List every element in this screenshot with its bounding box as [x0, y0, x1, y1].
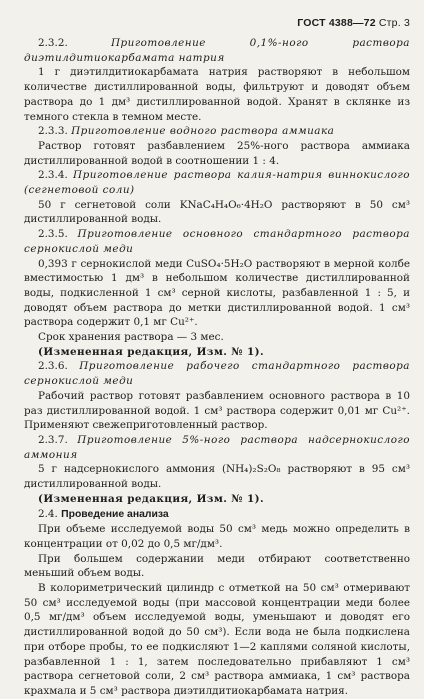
subsection-heading	[24, 124, 410, 139]
section-title: Приготовление 0,1%-ного раствора диэтилдитиокарбамата натрия	[24, 37, 410, 64]
body-paragraph: При объеме исследуемой воды 50 см³ медь можно определить в концентрации от 0,02 до 0,5 мг/дм³.	[24, 523, 410, 550]
section-number: 2.3.5.	[38, 228, 68, 241]
document-body	[24, 36, 410, 699]
body-paragraph: 1 г диэтилдитиокарбамата натрия растворяют в небольшом количестве дистиллированной воды, фильтруют и доводят объем раствора до 1 дм³ дистиллированной водой. Хранят в склянке из темного стекла в темном месте.	[24, 66, 410, 123]
body-paragraph: При большем содержании меди отбирают соответственно меньший объем воды.	[24, 552, 410, 580]
section-title: Проведение анализа	[61, 508, 169, 520]
section-number: 2.4.	[38, 507, 58, 520]
section-number: 2.3.4.	[38, 169, 68, 182]
section-number: 2.3.7.	[38, 433, 68, 446]
section-heading	[24, 507, 410, 523]
subsection-heading	[24, 36, 410, 65]
body-paragraph: В колориметрический цилиндр с отметкой на 50 см³ отмеривают 50 см³ исследуемой воды (при массовой концентрации меди более 0,5 мг/дм³ объем исследуемой воды, уменьшают и доводят его дистиллированной водой до 50 см³). Если вода не была подкислена при отборе пробы, то ее подкисляют 1—2 каплями соляной кислоты, разбавленной 1 : 1, затем последовательно прибавляют 1 см³ раствора сегнетовой соли, 2 см³ раствора аммиака, 1 см³ раствора крахмала и 5 см³ раствора диэтилдитиокарбамата натрия.	[24, 582, 410, 697]
page-number: Стр. 3	[378, 17, 410, 29]
amendment-note: (Измененная редакция, Изм. № 1).	[38, 345, 264, 358]
section-title: Приготовление рабочего стандартного раствора сернокислой меди	[24, 360, 410, 388]
body-paragraph: Раствор готовят разбавлением 25%-ного раствора аммиака дистиллированной водой в соотношении 1 : 4.	[24, 139, 410, 167]
document-code: ГОСТ 4388—72	[297, 17, 376, 29]
subsection-heading	[24, 359, 410, 388]
subsection-heading	[24, 433, 410, 462]
section-title: Приготовление 5%-ного раствора надсернокислого аммония	[24, 433, 410, 461]
section-number: 2.3.2.	[38, 37, 68, 49]
section-title: Приготовление раствора калия-натрия виннокислого (сегнетовой соли)	[24, 169, 410, 197]
section-title: Приготовление водного раствора аммиака	[71, 125, 335, 138]
body-paragraph: 0,393 г сернокислой меди CuSO₄·5H₂O растворяют в мерной колбе вместимостью 1 дм³ в небольшом количестве дистиллированной воды, подкисленной 1 см³ серной кислоты, разбавленной 1 : 5, и доводят объем раствора до метки дистиллированной водой. 1 см³ раствора содержит 0,1 мг Cu²⁺.	[24, 257, 410, 329]
section-number: 2.3.6.	[38, 360, 68, 373]
section-title: Приготовление основного стандартного раствора сернокислой меди	[24, 228, 410, 255]
body-paragraph: Срок хранения раствора — 3 мес.	[38, 331, 224, 344]
section-number: 2.3.3.	[38, 125, 68, 138]
body-paragraph: 5 г надсернокислого аммония (NH₄)₂S₂O₈ растворяют в 95 см³ дистиллированной воды.	[24, 463, 410, 491]
body-paragraph: 50 г сегнетовой соли KNaC₄H₄O₆·4H₂O растворяют в 50 см³ дистиллированной воды.	[24, 198, 410, 226]
subsection-heading	[24, 227, 410, 256]
subsection-heading	[24, 168, 410, 197]
page-header	[297, 17, 410, 29]
amendment-note: (Измененная редакция, Изм. № 1).	[38, 492, 264, 505]
body-paragraph: Рабочий раствор готовят разбавлением основного раствора в 10 раз дистиллированной водой. 1 см³ раствора содержит 0,01 мг Cu²⁺. Применяют свежеприготовленный раствор.	[24, 389, 410, 432]
